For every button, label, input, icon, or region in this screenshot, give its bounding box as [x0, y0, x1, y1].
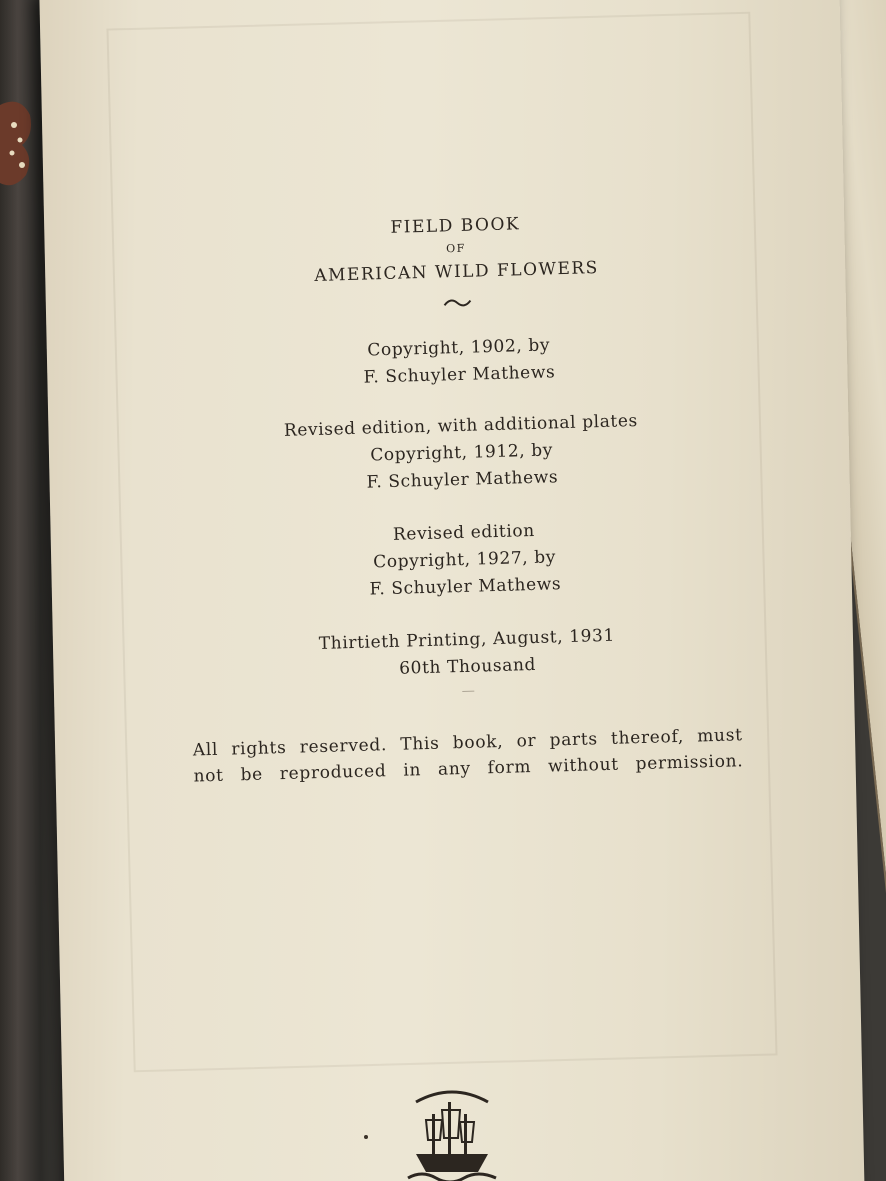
- revised-edition-plates: Revised edition, with additional plates: [283, 410, 639, 441]
- copyright-1927-block: [159, 511, 771, 609]
- copyright-1912-block: [156, 404, 768, 502]
- copyright-1902: Copyright, 1902, by: [367, 335, 551, 361]
- rights-line-2: not be reproduced in any form without permission.: [193, 751, 744, 787]
- revised-edition: Revised edition: [392, 520, 536, 545]
- author-name: F. Schuyler Mathews: [369, 574, 562, 600]
- copyright-1927: Copyright, 1927, by: [373, 547, 557, 573]
- cover-ornament-icon: [0, 95, 34, 190]
- copyright-1912: Copyright, 1912, by: [370, 440, 554, 466]
- book-title: FIELD BOOK: [390, 214, 521, 238]
- copyright-1902-block: [153, 326, 764, 397]
- rights-line-1: All rights reserved. This book, or parts thereof, must: [192, 725, 743, 761]
- ship-emblem-icon: [402, 1080, 502, 1181]
- printing-block: [162, 618, 774, 700]
- book-title-subject: AMERICAN WILD FLOWERS: [314, 258, 600, 286]
- copyright-imprint: [150, 206, 776, 790]
- swirl-ornament-icon: [152, 286, 762, 323]
- author-name: F. Schuyler Mathews: [363, 362, 556, 388]
- ink-speck: [364, 1135, 368, 1139]
- printing-date: Thirtieth Printing, August, 1931: [318, 625, 616, 654]
- divider: [462, 691, 474, 692]
- print-run-thousand: 60th Thousand: [398, 654, 537, 679]
- book-title-of: OF: [445, 241, 466, 256]
- author-name: F. Schuyler Mathews: [366, 467, 559, 493]
